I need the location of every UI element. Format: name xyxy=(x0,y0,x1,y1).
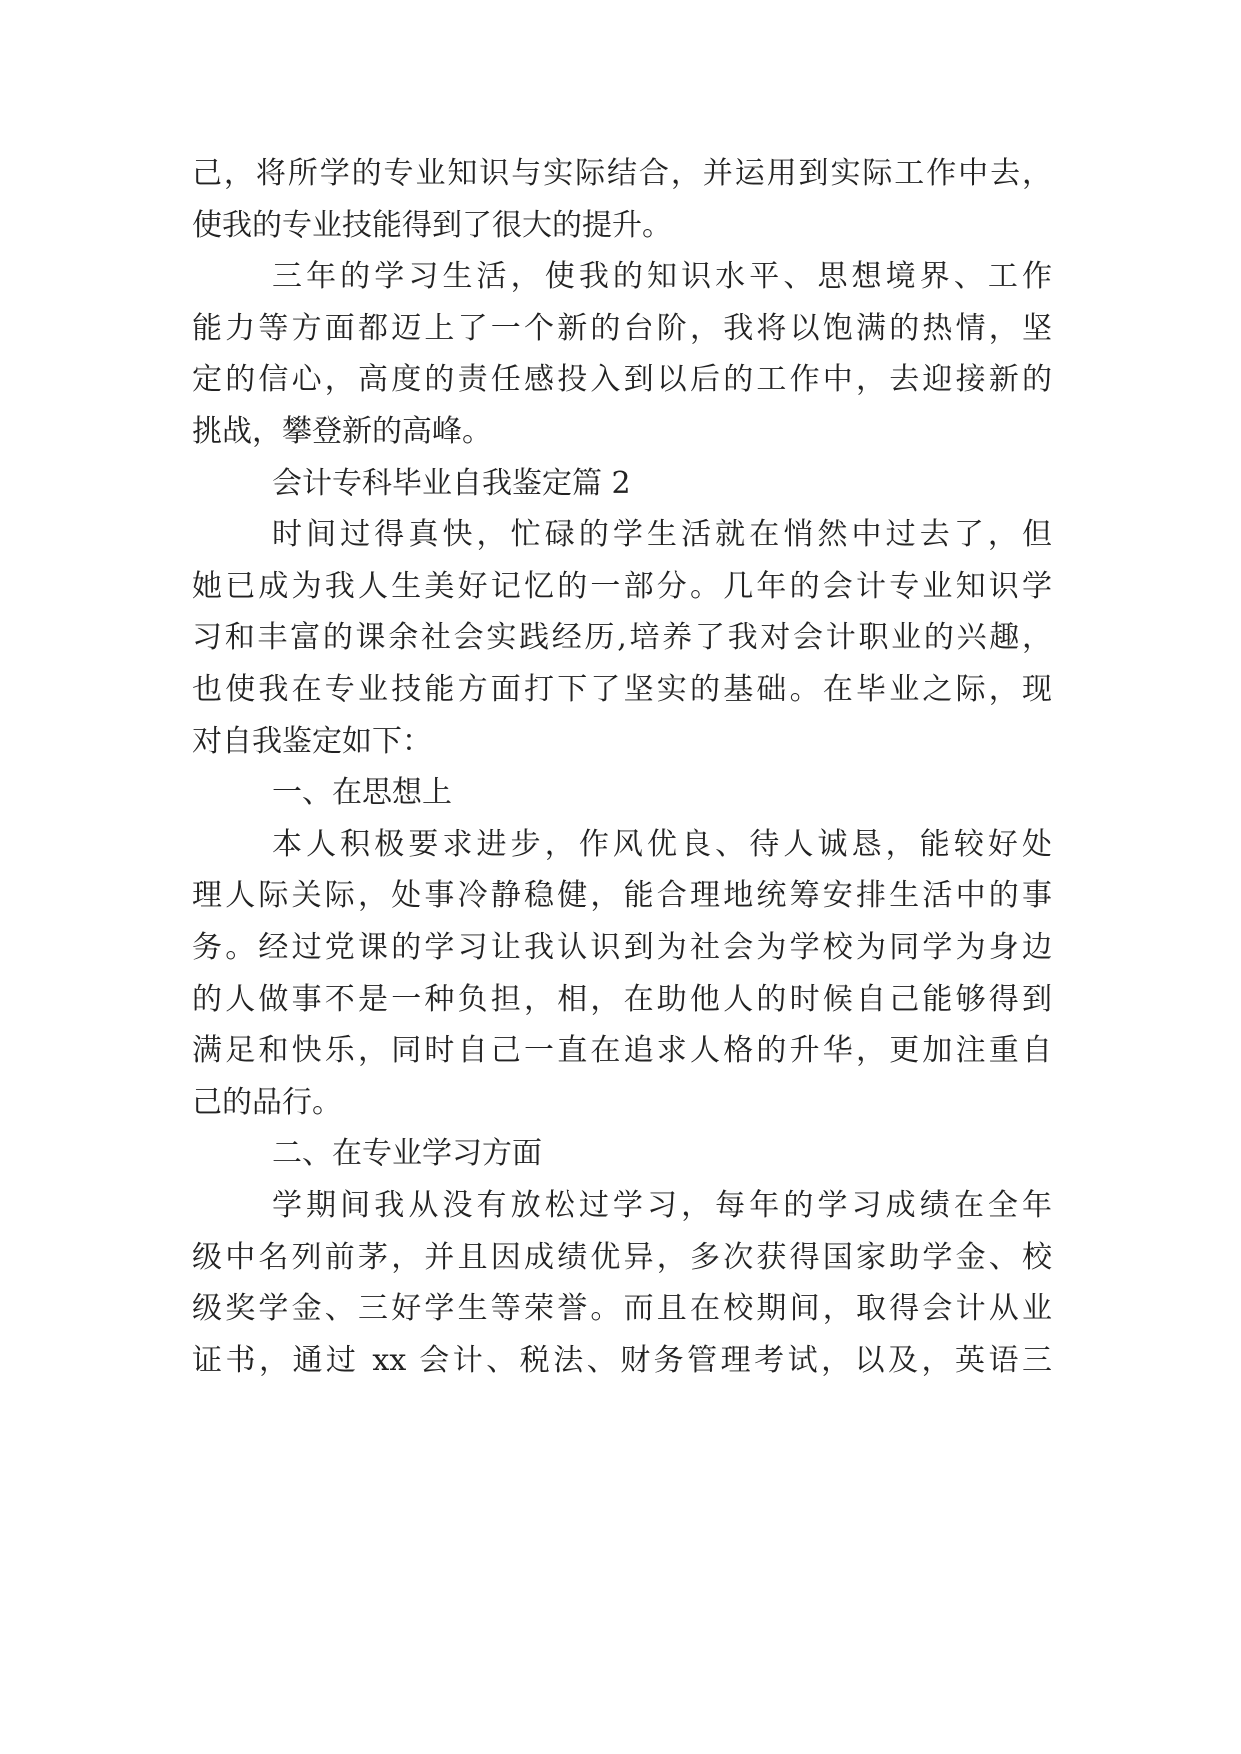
text-line: 己的品行。 xyxy=(192,1085,342,1120)
text-line: 级奖学金、三好学生等荣誉。而且在校期间，取得会计从业 xyxy=(192,1291,1052,1326)
text-line: 务。经过党课的学习让我认识到为社会为学校为同学为身边 xyxy=(192,930,1052,965)
text-line: 对自我鉴定如下： xyxy=(192,724,432,759)
text-line: 习和丰富的课余社会实践经历,培养了我对会计职业的兴趣， xyxy=(192,620,1052,655)
section-heading: 会计专科毕业自我鉴定篇 2 xyxy=(272,466,631,501)
text-line: 级中名列前茅，并且因成绩优异，多次获得国家助学金、校 xyxy=(192,1240,1052,1275)
text-line: 理人际关际，处事冷静稳健，能合理地统筹安排生活中的事 xyxy=(192,878,1052,913)
text-line: 也使我在专业技能方面打下了坚实的基础。在毕业之际，现 xyxy=(192,672,1052,707)
text-line: 时间过得真快，忙碌的学生活就在悄然中过去了，但 xyxy=(272,517,1052,552)
text-line: 证书，通过 xx 会计、税法、财务管理考试，以及，英语三 xyxy=(192,1343,1052,1378)
text-line: 她已成为我人生美好记忆的一部分。几年的会计专业知识学 xyxy=(192,569,1052,604)
section-heading: 二、在专业学习方面 xyxy=(272,1136,542,1171)
text-line: 能力等方面都迈上了一个新的台阶，我将以饱满的热情，坚 xyxy=(192,311,1052,346)
text-line: 学期间我从没有放松过学习，每年的学习成绩在全年 xyxy=(272,1188,1052,1223)
text-line: 的人做事不是一种负担，相，在助他人的时候自己能够得到 xyxy=(192,982,1052,1017)
text-line: 本人积极要求进步，作风优良、待人诚恳，能较好处 xyxy=(272,827,1052,862)
text-line: 定的信心，高度的责任感投入到以后的工作中，去迎接新的 xyxy=(192,362,1052,397)
text-line: 使我的专业技能得到了很大的提升。 xyxy=(192,208,672,243)
text-line: 满足和快乐，同时自己一直在追求人格的升华，更加注重自 xyxy=(192,1033,1052,1068)
text-line: 挑战，攀登新的高峰。 xyxy=(192,414,492,449)
text-line: 三年的学习生活，使我的知识水平、思想境界、工作 xyxy=(272,259,1052,294)
text-line: 己，将所学的专业知识与实际结合，并运用到实际工作中去， xyxy=(192,156,1052,191)
section-heading: 一、在思想上 xyxy=(272,775,452,810)
